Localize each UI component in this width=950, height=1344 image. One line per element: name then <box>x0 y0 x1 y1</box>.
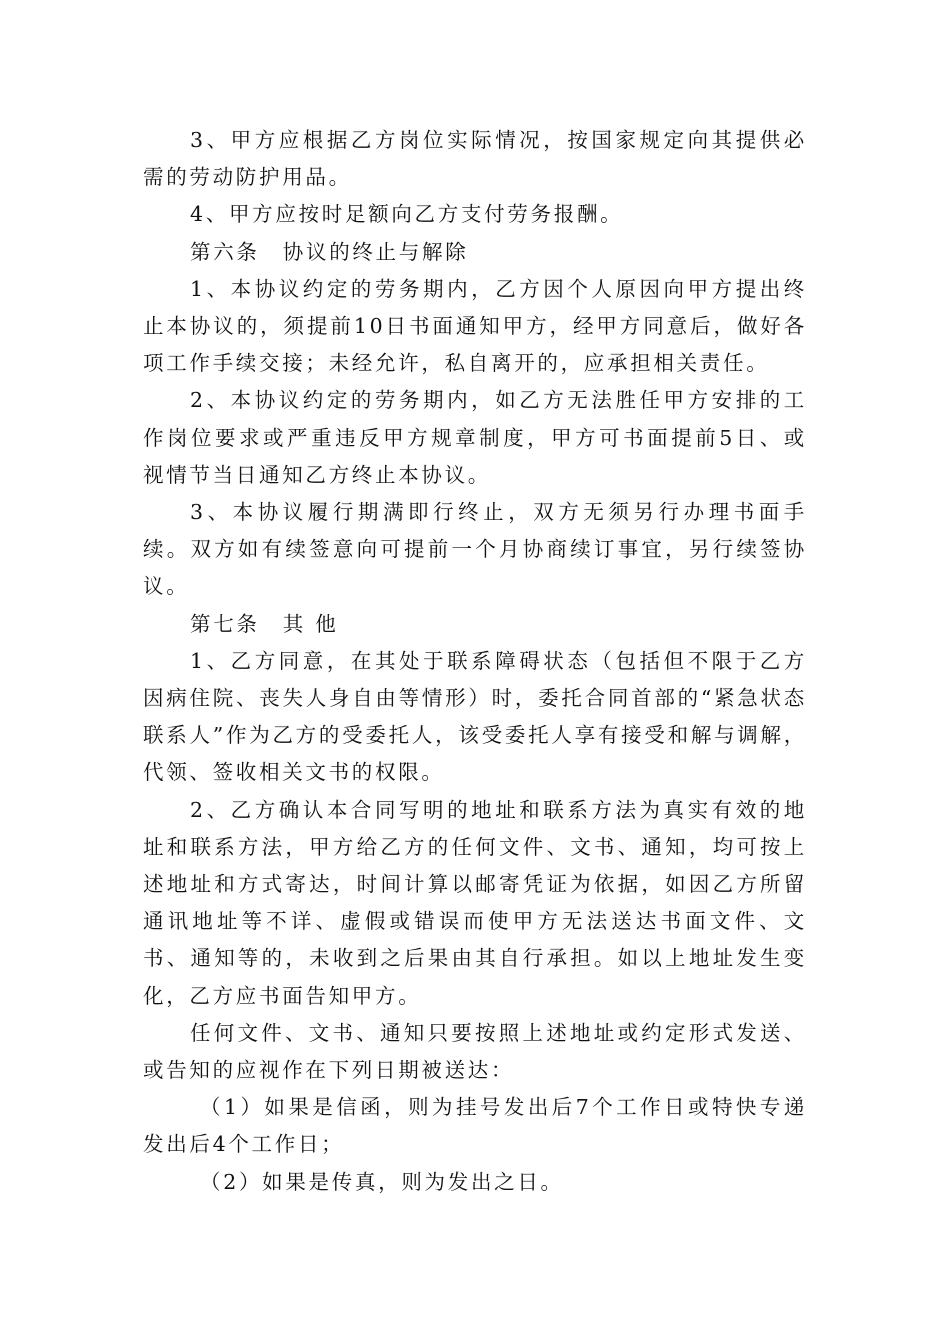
paragraph-clause-7-item-1: 1、乙方同意，在其处于联系障碍状态（包括但不限于乙方因病住院、丧失人身自由等情形）时，委托合同首部的“紧急状态联系人”作为乙方的受委托人，该受委托人享有接受和解与调解，代领、签收相关文书的权限。 <box>143 648 807 785</box>
paragraph-delivery-letter: （1）如果是信函，则为挂号发出后7个工作日或特快专递发出后4个工作日； <box>143 1095 807 1157</box>
paragraph-notice-delivery: 任何文件、文书、通知只要按照上述地址或约定形式发送、或告知的应视作在下列日期被送达： <box>143 1020 807 1083</box>
paragraph-clause-5-item-3: 3、甲方应根据乙方岗位实际情况，按国家规定向其提供必需的劳动防护用品。 <box>143 128 807 190</box>
paragraph-delivery-fax: （2）如果是传真，则为发出之日。 <box>200 1169 564 1194</box>
document-body <box>143 122 807 1201</box>
paragraph-clause-6-item-2: 2、本协议约定的劳务期内，如乙方无法胜任甲方安排的工作岗位要求或严重违反甲方规章制度，甲方可书面提前5日、或视情节当日通知乙方终止本协议。 <box>143 388 807 487</box>
paragraph-clause-7-item-2: 2、乙方确认本合同写明的地址和联系方法为真实有效的地址和联系方法，甲方给乙方的任何文件、文书、通知，均可按上述地址和方式寄达，时间计算以邮寄凭证为依据，如因乙方所留通讯地址等不详、虚假或错误而使甲方无法送达书面文件、文书、通知等的，未收到之后果由其自行承担。如以上地址发生变化，乙方应书面告知甲方。 <box>143 797 807 1008</box>
paragraph-clause-6-item-3: 3、本协议履行期满即行终止，双方无须另行办理书面手续。双方如有续签意向可提前一个月协商续订事宜，另行续签协议。 <box>143 500 807 599</box>
heading-article-7: 第七条 其 他 <box>190 611 339 636</box>
paragraph-clause-5-item-4: 4、甲方应按时足额向乙方支付劳务报酬。 <box>190 202 624 227</box>
heading-article-6: 第六条 协议的终止与解除 <box>190 239 469 264</box>
paragraph-clause-6-item-1: 1、本协议约定的劳务期内，乙方因个人原因向甲方提出终止本协议的，须提前10日书面通知甲方，经甲方同意后，做好各项工作手续交接；未经允许，私自离开的，应承担相关责任。 <box>143 276 807 376</box>
